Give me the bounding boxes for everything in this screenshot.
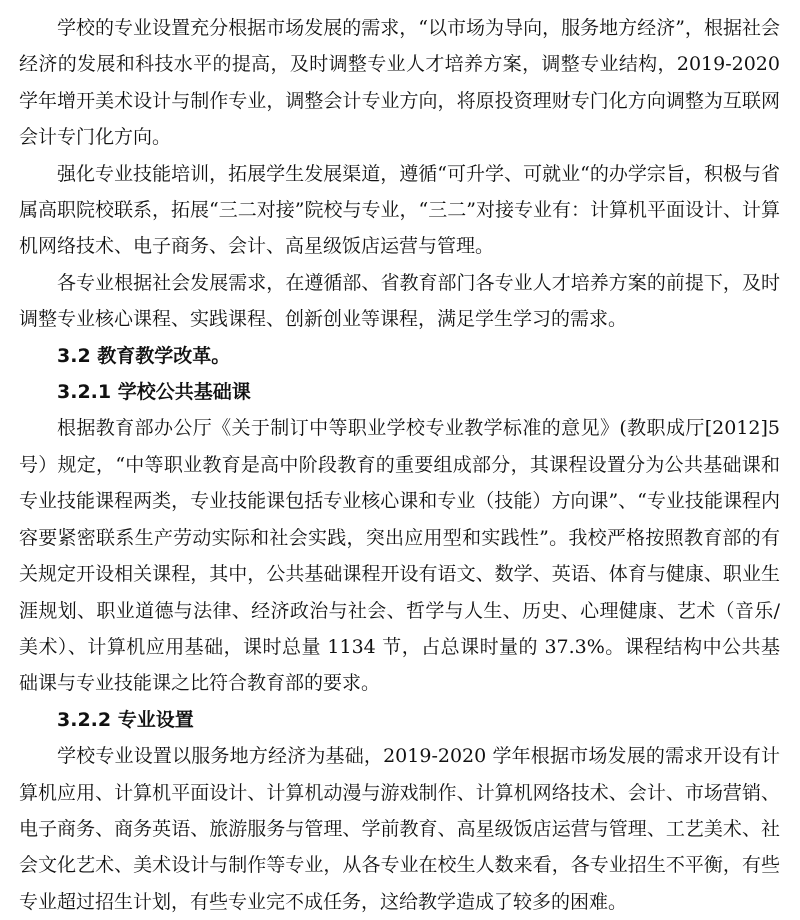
section-heading-3-2: 3.2 教育教学改革。	[57, 344, 231, 367]
section-heading-3-2-1: 3.2.1 学校公共基础课	[57, 381, 251, 404]
paragraph-skill-training: 强化专业技能培训，拓展学生发展渠道，遵循“可升学、可就业“的办学宗旨，积极与省属高职院校联系，拓展“三二对接”院校与专业，“三二”对接专业有：计算机平面设计、计算机网络技术、电子商务、会计、高星级饭店运营与管理。	[19, 162, 780, 258]
paragraph-major-offerings: 学校专业设置以服务地方经济为基础，2019-2020 学年根据市场发展的需求开设有计算机应用、计算机平面设计、计算机动漫与游戏制作、计算机网络技术、会计、市场营销、电子商务、商务英语、旅游服务与管理、学前教育、高星级饭店运营与管理、工艺美术、社会文化艺术、美术设计与制作等专业，从各专业在校生人数来看，各专业招生不平衡，有些专业超过招生计划，有些专业完不成任务，这给教学造成了较多的困难。	[19, 745, 780, 913]
paragraph-curriculum-adjustment: 各专业根据社会发展需求，在遵循部、省教育部门各专业人才培养方案的前提下，及时调整专业核心课程、实践课程、创新创业等课程，满足学生学习的需求。	[19, 271, 780, 331]
paragraph-major-setting: 学校的专业设置充分根据市场发展的需求，“以市场为导向，服务地方经济”，根据社会经济的发展和科技水平的提高，及时调整专业人才培养方案，调整专业结构，2019-2020 学年增开美术设计与制作专业，调整会计专业方向，将原投资理财专门化方向调整为互联网会计专门化方向。	[19, 17, 780, 149]
paragraph-public-basic-courses: 根据教育部办公厅《关于制订中等职业学校专业教学标准的意见》(教职成厅[2012]5号）规定，“中等职业教育是高中阶段教育的重要组成部分，其课程设置分为公共基础课和专业技能课程两类，专业技能课包括专业核心课和专业（技能）方向课”、“专业技能课程内容要紧密联系生产劳动实际和社会实践，突出应用型和实践性”。我校严格按照教育部的有关规定开设相关课程，其中，公共基础课程开设有语文、数学、英语、体育与健康、职业生涯规划、职业道德与法律、经济政治与社会、哲学与人生、历史、心理健康、艺术（音乐/美术）、计算机应用基础，课时总量 1134 节，占总课时量的 37.3%。课程结构中公共基础课与专业技能课之比符合教育部的要求。	[19, 417, 780, 695]
section-heading-3-2-2: 3.2.2 专业设置	[57, 708, 194, 731]
